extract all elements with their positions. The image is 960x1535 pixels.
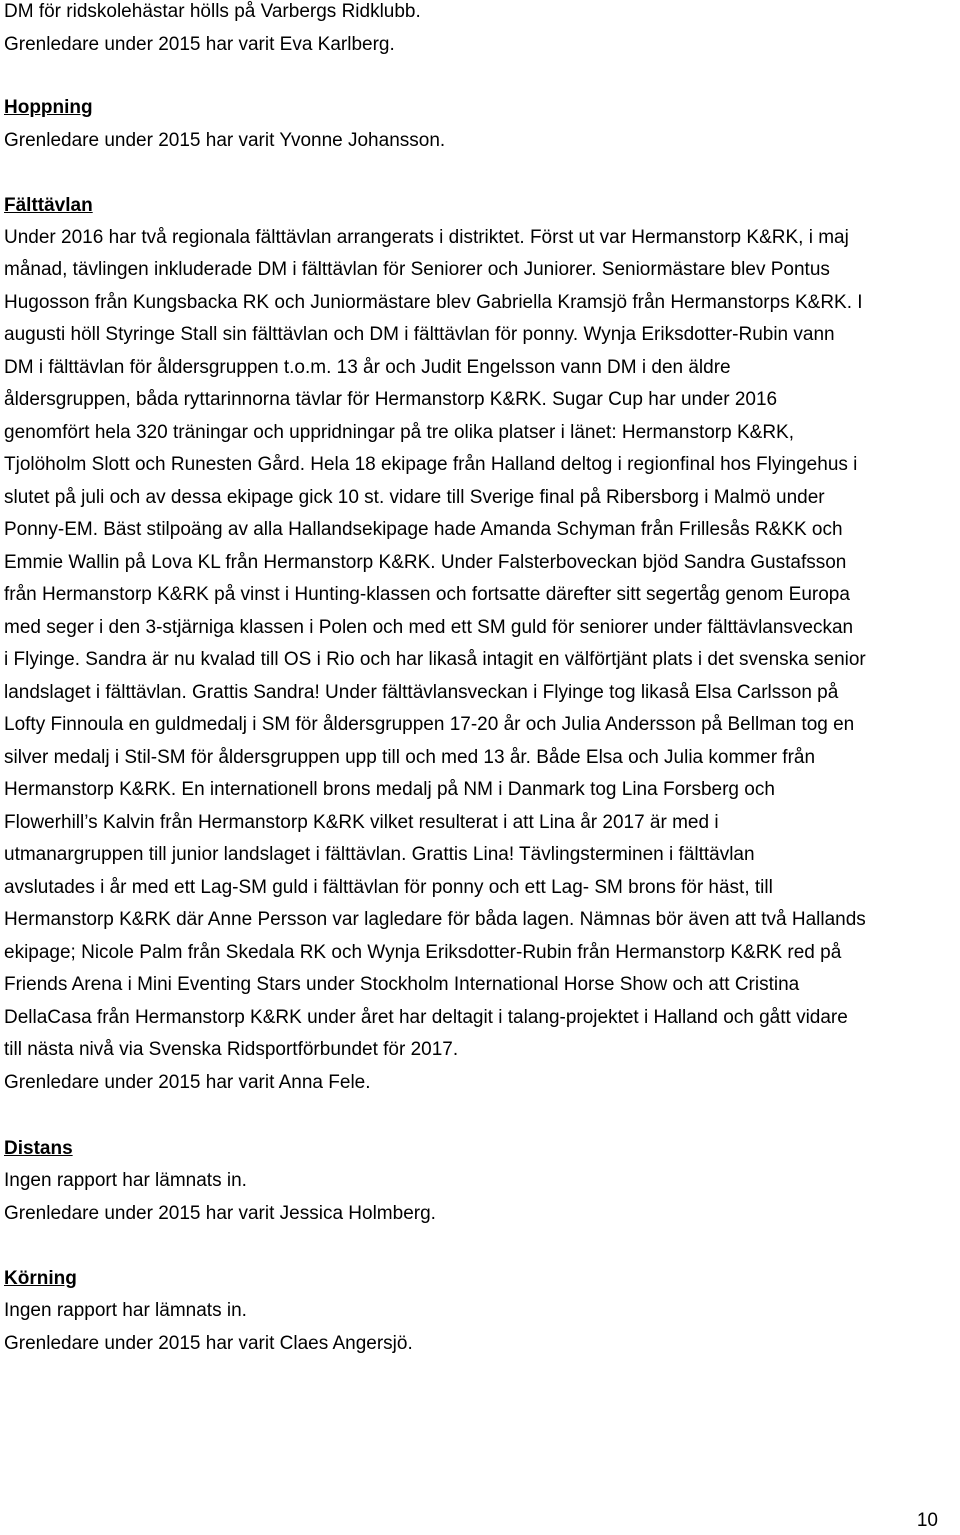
section-line: Hugosson från Kungsbacka RK och Juniormästare blev Gabriella Kramsjö från Hermanstorps K&RK. I	[4, 292, 863, 313]
section-line: Tjolöholm Slott och Runesten Gård. Hela 18 ekipage från Halland deltog i regionfinal hos Flyingehus i	[4, 454, 858, 475]
section-line: Ingen rapport har lämnats in.	[4, 1170, 247, 1191]
section-heading-hoppning: Hoppning	[4, 97, 93, 118]
section-line: till nästa nivå via Svenska Ridsportförbundet för 2017.	[4, 1039, 459, 1060]
section-line: från Hermanstorp K&RK på vinst i Hunting-klassen och fortsatte därefter sitt segertåg genom Europa	[4, 584, 850, 605]
section-line: Ponny-EM. Bäst stilpoäng av alla Hallandsekipage hade Amanda Schyman från Frillesås R&KK och	[4, 519, 843, 540]
section-line: DellaCasa från Hermanstorp K&RK under året har deltagit i talang-projektet i Halland och gått vidare	[4, 1007, 848, 1028]
section-line: genomfört hela 320 träningar och uppridningar på tre olika platser i länet: Hermanstorp K&RK,	[4, 422, 794, 443]
section-line: Emmie Wallin på Lova KL från Hermanstorp K&RK. Under Falsterboveckan bjöd Sandra Gustafsson	[4, 552, 847, 573]
section-line: i Flyinge. Sandra är nu kvalad till OS i Rio och har likaså intagit en välförtjänt plats i det svenska senior	[4, 649, 866, 670]
section-line: augusti höll Styringe Stall sin fälttävlan och DM i fälttävlan för ponny. Wynja Eriksdotter-Rubin vann	[4, 324, 835, 345]
section-heading-korning: Körning	[4, 1268, 77, 1289]
section-line: Under 2016 har två regionala fälttävlan arrangerats i distriktet. Först ut var Hermanstorp K&RK, i maj	[4, 227, 849, 248]
section-line: slutet på juli och av dessa ekipage gick 10 st. vidare till Sverige final på Ribersborg i Malmö under	[4, 487, 825, 508]
section-heading-distans: Distans	[4, 1138, 73, 1159]
section-line: silver medalj i Stil-SM för åldersgruppen upp till och med 13 år. Både Elsa och Julia kommer från	[4, 747, 816, 768]
section-line: Ingen rapport har lämnats in.	[4, 1300, 247, 1321]
intro-line: Grenledare under 2015 har varit Eva Karlberg.	[4, 34, 395, 55]
intro-line: DM för ridskolehästar hölls på Varbergs Ridklubb.	[4, 1, 421, 22]
section-line: Grenledare under 2015 har varit Anna Fele.	[4, 1072, 371, 1093]
page-number: 10	[916, 1510, 938, 1531]
section-line: Grenledare under 2015 har varit Claes Angersjö.	[4, 1333, 413, 1354]
section-line: Grenledare under 2015 har varit Jessica Holmberg.	[4, 1203, 436, 1224]
section-line: Lofty Finnoula en guldmedalj i SM för åldersgruppen 17-20 år och Julia Andersson på Bellman tog en	[4, 714, 855, 735]
section-line: landslaget i fälttävlan. Grattis Sandra! Under fälttävlansveckan i Flyinge tog likaså Elsa Carlsson på	[4, 682, 839, 703]
section-line: åldersgruppen, båda ryttarinnorna tävlar för Hermanstorp K&RK. Sugar Cup har under 2016	[4, 389, 778, 410]
section-line: Friends Arena i Mini Eventing Stars under Stockholm International Horse Show och att Cristina	[4, 974, 800, 995]
section-line: Hermanstorp K&RK där Anne Persson var lagledare för båda lagen. Nämnas bör även att två Hallands	[4, 909, 866, 930]
section-line: ekipage; Nicole Palm från Skedala RK och Wynja Eriksdotter-Rubin från Hermanstorp K&RK red på	[4, 942, 842, 963]
section-line: månad, tävlingen inkluderade DM i fälttävlan för Seniorer och Juniorer. Seniormästare blev Pontus	[4, 259, 830, 280]
section-line: Hermanstorp K&RK. En internationell brons medalj på NM i Danmark tog Lina Forsberg och	[4, 779, 775, 800]
section-line: utmanargruppen till junior landslaget i fälttävlan. Grattis Lina! Tävlingsterminen i fälttävlan	[4, 844, 755, 865]
section-line: med seger i den 3-stjärniga klassen i Polen och med ett SM guld för seniorer under fälttävlansveckan	[4, 617, 854, 638]
section-line: DM i fälttävlan för åldersgruppen t.o.m. 13 år och Judit Engelsson vann DM i den äldre	[4, 357, 731, 378]
section-line: avslutades i år med ett Lag-SM guld i fälttävlan för ponny och ett Lag- SM brons för häst, till	[4, 877, 773, 898]
section-heading-falttavlan: Fälttävlan	[4, 195, 93, 216]
section-line: Flowerhill’s Kalvin från Hermanstorp K&RK vilket resulterat i att Lina år 2017 är med i	[4, 812, 719, 833]
section-line: Grenledare under 2015 har varit Yvonne Johansson.	[4, 130, 446, 151]
